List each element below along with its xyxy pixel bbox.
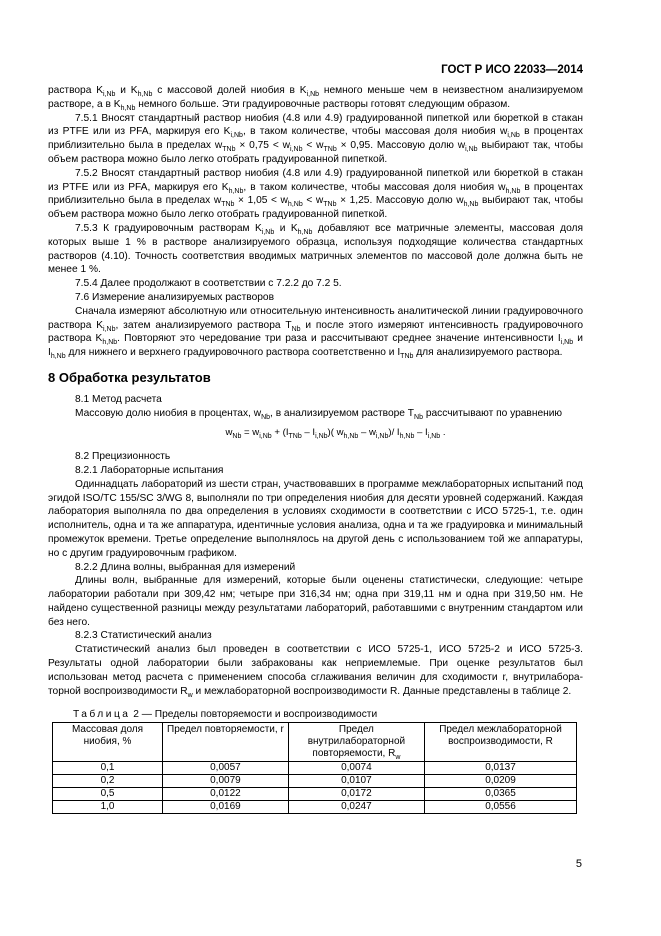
table-cell: 0,1 xyxy=(53,762,163,775)
paragraph-7-6: Сначала измеряют абсолютную или относительную интенсивность аналитической линии градуировочного раствора $K_{i,Nb}$, затем анализируемого раствора $T_{Nb}$ и после этого измеряют интенсивность градуировочного раствора $K_{h,Nb}$. Повторяют это чередование три раза и рассчитывают среднее значение интенсивности $I_{i,Nb}$ и $I_{h,Nb}$ для нижнего и верхнего градуировочного раствора соответственно и $I_{TNb}$ для анализируемого раствора. xyxy=(48,305,583,361)
paragraph-8-2-2: Длины волн, выбранные для измерений, которые были оценены статистически, следующие: четыре лаборатории работали при 309,42 нм; четыре при 316,34 нм; одна при 319,11 нм и одна при 319,50 нм. Не найдено существенной разницы между результатами лабораторий, работавшими с внутренним стандартом или без него. xyxy=(48,575,583,628)
table-cell: 0,0122 xyxy=(163,788,289,801)
precision-table xyxy=(52,722,577,814)
paragraph-8-2-3: Статистический анализ был проведен в соответствии с ИСО 5725-1, ИСО 5725-2 и ИСО 5725-3. Результаты одной лаборатории были забракованы как неприемлемые. При оценке результатов был использован метод расчета с применением способа сглаживания величин для сходимости r, внутрилабора-торной воспроизводимости $R_w$ и межлабораторной воспроизводимости R. Данные представлены в таблице 2. xyxy=(48,644,583,699)
page-number: 5 xyxy=(575,858,582,870)
table-cell: 0,2 xyxy=(53,775,163,788)
paragraph-7-5-3: 7.5.3 К градуировочным растворам $K_{i,Nb}$ и $K_{h,Nb}$ добавляют все матричные элементы, массовая доля которых выше 1 % в растворе анализируемого образца, используя подходящие количества стандартных растворов (4.10). Точность соответствия вводимых матричных элементов по массовой доле должна быть не менее 1 %. xyxy=(48,222,583,276)
paragraph-8-1: Массовую долю ниобия в процентах, $w_{Nb}$, в анализируемом растворе $T_{Nb}$ рассчитывают по уравнению xyxy=(75,407,563,421)
formula: $w_{Nb} = w_{i,Nb} + (I_{TNb} - I_{i,Nb})$( $w_{h,Nb} - w_{i,Nb})/$ $I_{h,Nb} - I_{i,Nb}$ . xyxy=(225,427,446,441)
heading-8-1: 8.1 Метод расчета xyxy=(75,393,162,405)
heading-8-2-1: 8.2.1 Лабораторные испытания xyxy=(75,464,224,476)
table-cell: 0,0074 xyxy=(288,762,424,775)
table-caption-text: 2 — Пределы повторяемости и воспроизводимости xyxy=(130,709,378,721)
table-header-row xyxy=(53,723,577,762)
table-caption xyxy=(73,708,583,722)
heading-8-2-2: 8.2.2 Длина волны, выбранная для измерений xyxy=(75,561,296,573)
table-cell: 0,0556 xyxy=(425,801,577,814)
paragraph-7-5-1: 7.5.1 Вносят стандартный раствор ниобия (4.8 или 4.9) градуированной пипеткой или бюреткой в стакан из PTFE или из PFA, маркируя его $K_{i,Nb}$, в таком количестве, чтобы массовая доля ниобия $w_{i,Nb}$ в процентах приблизительно была в пределах $w_{TNb} \times 0,75 < w_{i,Nb} < w_{TNb} \times 0,95$. Массовую долю $w_{i,Nb}$ выбирают так, чтобы объем раствора можно было легко отобрать градуированной пипеткой. xyxy=(48,112,584,165)
table-cell: 0,5 xyxy=(53,788,163,801)
table-cell: 0,0172 xyxy=(288,788,424,801)
table-cell: 0,0079 xyxy=(163,775,289,788)
table-cell: 0,0137 xyxy=(425,762,577,775)
paragraph-7-5-2: 7.5.2 Вносят стандартный раствор ниобия (4.8 или 4.9) градуированной пипеткой или бюреткой в стакан из PTFE или из PFA, маркируя его $K_{h,Nb}$, в таком количестве, чтобы массовая доля ниобия $w_{h,Nb}$ в процентах приблизительно была в пределах $w_{TNb} \times 1,05 < w_{h,Nb} < w_{TNb} \times 1,25$. Массовую долю $w_{h,Nb}$ выбирают так, чтобы объем раствора можно было легко отобрать градуированной пипеткой. xyxy=(48,167,584,221)
table-cell: 1,0 xyxy=(53,801,163,814)
paragraph-7-5-4: 7.5.4 Далее продолжают в соответствии с 7.2.2 до 7.2 5. xyxy=(75,278,342,290)
table-row xyxy=(53,762,577,775)
document-header: ГОСТ Р ИСО 22033—2014 xyxy=(441,64,583,76)
table-cell: 0,0209 xyxy=(425,775,577,788)
heading-7-6: 7.6 Измерение анализируемых растворов xyxy=(75,291,274,303)
table-row xyxy=(53,775,577,788)
section-heading-8: 8 Обработка результатов xyxy=(48,369,211,385)
col-header-repeatability: Предел повторяемости, r xyxy=(163,723,289,762)
heading-8-2: 8.2 Прецизионность xyxy=(75,451,171,463)
col-header-mass-fraction: Массовая доля ниобия, % xyxy=(53,723,163,762)
heading-8-2-3: 8.2.3 Статистический анализ xyxy=(75,630,212,642)
col-header-interlab: Предел межлабораторной воспроизводимости, R xyxy=(425,723,577,762)
table-cell: 0,0107 xyxy=(288,775,424,788)
paragraph-8-2-1: Одиннадцать лабораторий из шести стран, участвовавших в программе межлабораторных испытаний под эгидой ISO/TC 155/SC 3/WG 8, выполняли по три определения ниобия для десяти уровней содержаний. Каждая лаборатория выполняла по два определения в условиях сходимости в соответствии с ИСО 5725-1, т.е. один исполнитель, одна и та же аппаратура, идентичные условия анализа, одна и та же градуировка и минимальный промежуток времени. Третье определение выполнялось на другой день с использованием той же аппаратуры, но с другим градуировочным графиком. xyxy=(48,478,583,559)
paragraph-intro: раствора $K_{i,Nb}$ и $K_{h,Nb}$ с массовой долей ниобия в $K_{i,Nb}$ немного меньше чем в неизвестном анализируемом растворе, а в $K_{h,Nb}$ немного больше. Эти градуировочные растворы готовят следующим образом. xyxy=(48,85,583,112)
table-row xyxy=(53,788,577,801)
table-cell: 0,0247 xyxy=(288,801,424,814)
table-cell: 0,0365 xyxy=(425,788,577,801)
table-cell: 0,0169 xyxy=(163,801,289,814)
table-body xyxy=(53,762,577,814)
col-header-intralab: Предел внутрилабораторной повторяемости, $R_w$ xyxy=(288,723,424,762)
table-row xyxy=(53,801,577,814)
table-cell: 0,0057 xyxy=(163,762,289,775)
table-caption-word: Таблица xyxy=(73,709,131,721)
page-content xyxy=(48,84,583,814)
